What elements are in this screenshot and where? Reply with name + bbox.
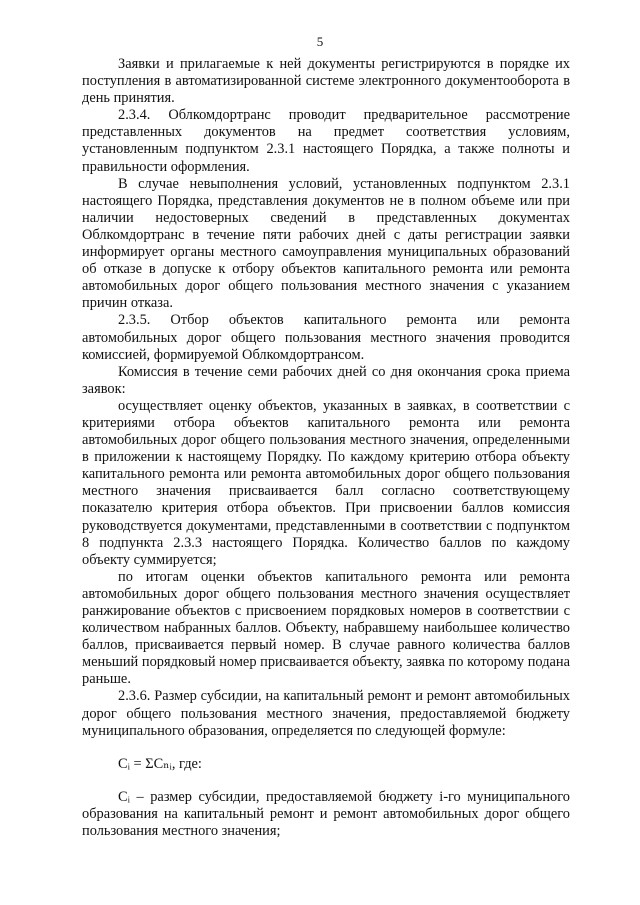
paragraph-commission: Комиссия в течение семи рабочих дней со дня окончания срока приема заявок:: [82, 363, 570, 397]
paragraph-refusal: В случае невыполнения условий, установленных подпунктом 2.3.1 настоящего Порядка, представления документов не в полном объеме или при наличии недостоверных сведений в представленных документах Облкомдортранс в течение пяти рабочих дней с даты регистрации заявки информирует органы местного самоуправления муниципальных образований об отказе в допуске к отбору объектов капитального ремонта или ремонта автомобильных дорог общего пользования местного значения с указанием причин отказа.: [82, 175, 570, 312]
document-body: [82, 56, 570, 840]
paragraph-2-3-4: 2.3.4. Облкомдортранс проводит предварительное рассмотрение представленных документов на предмет соответствия условиям, установленным подпунктом 2.3.1 настоящего Порядка, а также полноты и правильности оформления.: [82, 107, 570, 175]
paragraph-registration: Заявки и прилагаемые к ней документы регистрируются в порядке их поступления в автоматизированной системе электронного документооборота в день принятия.: [82, 56, 570, 107]
paragraph-2-3-6: 2.3.6. Размер субсидии, на капитальный ремонт и ремонт автомобильных дорог общего пользования местного значения, предоставляемой бюджету муниципального образования, определяется по следующей формуле:: [82, 688, 570, 739]
paragraph-2-3-5: 2.3.5. Отбор объектов капитального ремонта или ремонта автомобильных дорог общего пользования местного значения проводится комиссией, формируемой Облкомдортрансом.: [82, 312, 570, 363]
paragraph-definition: Cᵢ – размер субсидии, предоставляемой бюджету i-го муниципального образования на капитальный ремонт и ремонт автомобильных дорог общего пользования местного значения;: [82, 788, 570, 840]
page-number: 5: [316, 34, 324, 49]
subsidy-formula: Cᵢ = ΣCₙᵢ, где:: [118, 755, 202, 772]
paragraph-ranking: по итогам оценки объектов капитального ремонта или ремонта автомобильных дорог общего пользования местного значения осуществляет ранжирование объектов с присвоением порядковых номеров в соответствии с количеством набранных баллов. Объекту, набравшему наибольшее количество баллов, присваивается первый номер. В случае равного количества баллов меньший порядковый номер присваивается объекту, заявка по которому подана раньше.: [82, 568, 570, 688]
paragraph-evaluation: осуществляет оценку объектов, указанных в заявках, в соответствии с критериями отбора объектов капитального ремонта или ремонта автомобильных дорог общего пользования местного значения, определенными в приложении к настоящему Порядку. По каждому критерию отбора объекту капитального ремонта или ремонта автомобильных дорог общего пользования местного значения присваивается балл согласно соответствующему показателю критерия отбора объектов. При присвоении баллов комиссия руководствуется документами, представленными в соответствии с подпунктом 8 подпункта 2.3.3 настоящего Порядка. Количество баллов по каждому объекту суммируется;: [82, 397, 570, 568]
